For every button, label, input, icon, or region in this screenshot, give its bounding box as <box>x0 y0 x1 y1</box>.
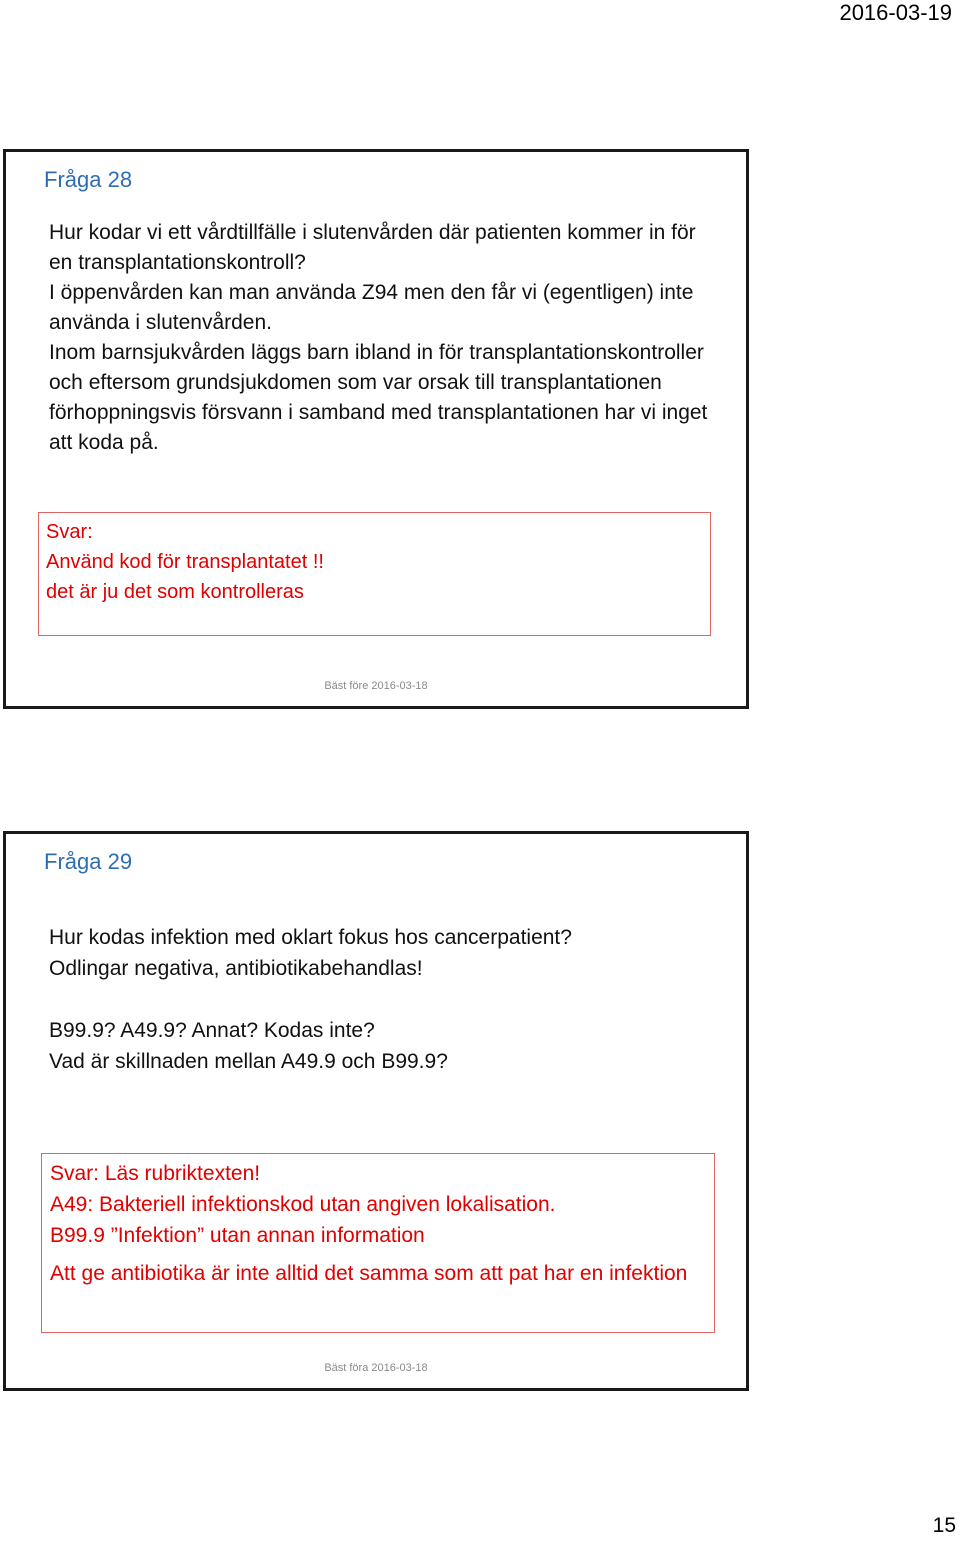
answer-box <box>41 1153 715 1333</box>
answer-line: Att ge antibiotika är inte alltid det samma som att pat har en infektion <box>50 1262 688 1285</box>
question-line: Inom barnsjukvården läggs barn ibland in för transplantationskontroller och eftersom grundsjukdomen som var orsak till transplantationen förhoppningsvis försvann i samband med transplantationen har vi inget att koda på. <box>49 341 708 454</box>
page-number: 15 <box>932 1514 956 1537</box>
question-line: I öppenvården kan man använda Z94 men den får vi (egentligen) inte använda i slutenvården. <box>49 281 694 334</box>
answer-line: Använd kod för transplantatet !! <box>46 551 324 573</box>
spacer <box>49 984 719 1015</box>
answer-line: det är ju det som kontrolleras <box>46 581 304 603</box>
page-date: 2016-03-19 <box>839 0 952 25</box>
answer-line: B99.9 ”Infektion” utan annan information <box>50 1224 425 1247</box>
answer-box <box>38 512 711 636</box>
question-line: B99.9? A49.9? Annat? Kodas inte? <box>49 1019 375 1042</box>
slide-footer: Bäst föra 2016-03-18 <box>324 1362 428 1374</box>
question-line: Hur kodar vi ett vårdtillfälle i slutenvården där patienten kommer in för en transplantationskontroll? <box>49 221 696 274</box>
slide-title: Fråga 28 <box>44 167 133 192</box>
question-line: Odlingar negativa, antibiotikabehandlas! <box>49 957 423 980</box>
slide-fraga-29 <box>3 831 749 1391</box>
slide-footer: Bäst före 2016-03-18 <box>324 680 428 692</box>
answer-line: Svar: Läs rubriktexten! <box>50 1162 261 1185</box>
answer-line: A49: Bakteriell infektionskod utan angiven lokalisation. <box>50 1193 556 1216</box>
question-text <box>49 922 719 1077</box>
slide-fraga-28 <box>3 149 749 709</box>
slide-title: Fråga 29 <box>44 849 133 874</box>
question-text <box>49 218 719 458</box>
question-line: Hur kodas infektion med oklart fokus hos cancerpatient? <box>49 926 572 949</box>
answer-line: Svar: <box>46 521 93 543</box>
question-line: Vad är skillnaden mellan A49.9 och B99.9? <box>49 1050 448 1073</box>
